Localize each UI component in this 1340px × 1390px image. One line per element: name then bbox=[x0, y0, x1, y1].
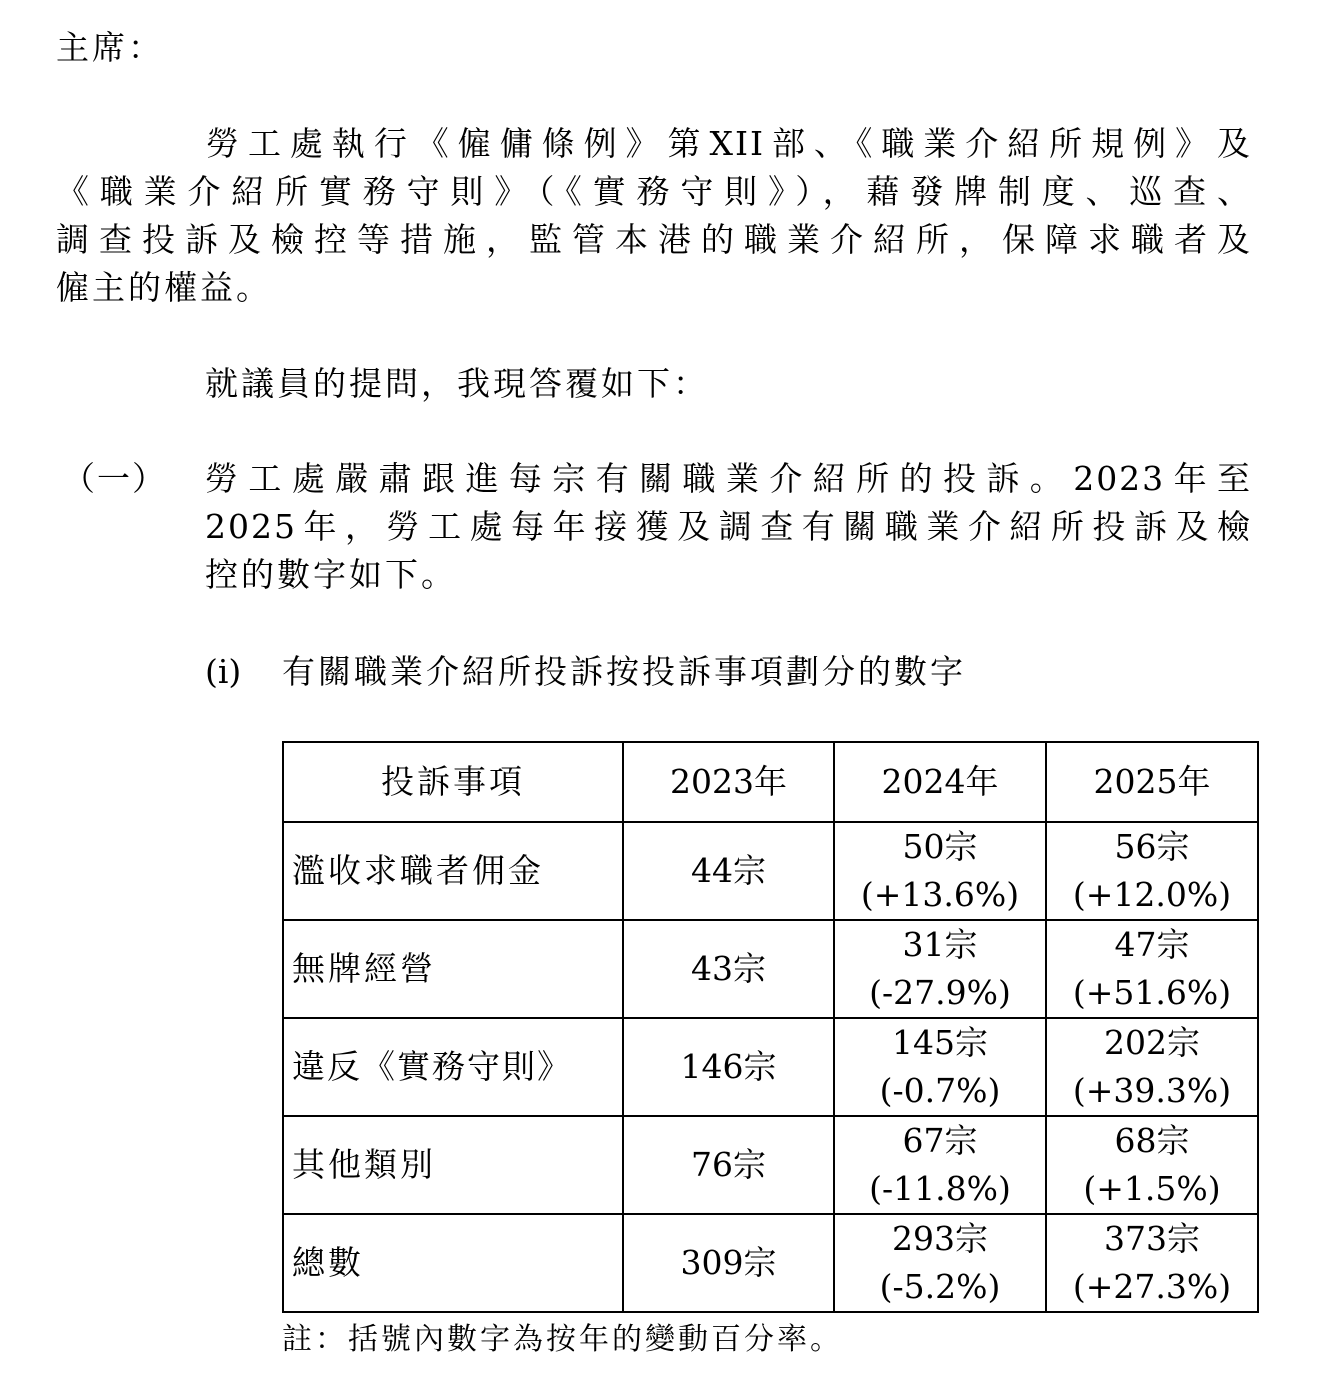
category-cell: 濫收求職者佣金 bbox=[283, 822, 623, 920]
count-2025 bbox=[1046, 1214, 1258, 1312]
table-note: 註：括號內數字為按年的變動百分率。 bbox=[282, 1322, 843, 1357]
intro-paragraph bbox=[56, 120, 1252, 312]
table-row bbox=[283, 1116, 1258, 1214]
count-value: 56宗 bbox=[1114, 827, 1190, 866]
count-2024 bbox=[834, 822, 1046, 920]
count-2025 bbox=[1046, 822, 1258, 920]
complaints-table bbox=[282, 741, 1259, 1313]
table-header-row bbox=[283, 742, 1258, 822]
count-2023: 44宗 bbox=[623, 822, 834, 920]
count-2023: 76宗 bbox=[623, 1116, 834, 1214]
change-value: (+13.6%) bbox=[860, 875, 1020, 914]
count-value: 31宗 bbox=[902, 925, 978, 964]
intro-line: 僱主的權益。 bbox=[56, 268, 272, 307]
count-value: 50宗 bbox=[902, 827, 978, 866]
count-value: 68宗 bbox=[1114, 1121, 1190, 1160]
count-2025 bbox=[1046, 1116, 1258, 1214]
change-value: (-11.8%) bbox=[869, 1169, 1011, 1208]
table-row bbox=[283, 920, 1258, 1018]
header-2025: 2025年 bbox=[1046, 742, 1258, 822]
count-2024 bbox=[834, 1018, 1046, 1116]
count-2023: 146宗 bbox=[623, 1018, 834, 1116]
change-value: (+51.6%) bbox=[1072, 973, 1232, 1012]
item-line: 勞工處嚴肅跟進每宗有關職業介紹所的投訴。2023年至 bbox=[205, 459, 1252, 498]
count-value: 47宗 bbox=[1114, 925, 1190, 964]
count-value: 202宗 bbox=[1104, 1023, 1200, 1062]
count-2025 bbox=[1046, 1018, 1258, 1116]
change-value: (-27.9%) bbox=[869, 973, 1011, 1012]
subsection-marker: (i) bbox=[205, 652, 242, 691]
category-cell: 總數 bbox=[283, 1214, 623, 1312]
count-value: 145宗 bbox=[892, 1023, 988, 1062]
reply-sentence: 就議員的提問，我現答覆如下： bbox=[205, 364, 709, 403]
category-cell: 其他類別 bbox=[283, 1116, 623, 1214]
count-2024 bbox=[834, 1214, 1046, 1312]
subsection-title: 有關職業介紹所投訴按投訴事項劃分的數字 bbox=[282, 652, 966, 691]
item-line: 控的數字如下。 bbox=[205, 555, 457, 594]
table-row bbox=[283, 1018, 1258, 1116]
item-marker: （一） bbox=[62, 459, 167, 498]
change-value: (+12.0%) bbox=[1072, 875, 1232, 914]
count-2024 bbox=[834, 1116, 1046, 1214]
header-category: 投訴事項 bbox=[283, 742, 623, 822]
salutation: 主席： bbox=[56, 28, 164, 67]
table-row-total bbox=[283, 1214, 1258, 1312]
intro-line: 勞工處執行《僱傭條例》第XII部、《職業介紹所規例》及 bbox=[206, 124, 1252, 163]
table-row bbox=[283, 822, 1258, 920]
change-value: (+1.5%) bbox=[1083, 1169, 1221, 1208]
change-value: (-5.2%) bbox=[879, 1267, 1001, 1306]
count-2023: 309宗 bbox=[623, 1214, 834, 1312]
change-value: (+39.3%) bbox=[1072, 1071, 1232, 1110]
header-2024: 2024年 bbox=[834, 742, 1046, 822]
intro-line: 《職業介紹所實務守則》（《實務守則》），藉發牌制度、巡查、 bbox=[56, 172, 1252, 211]
count-2023: 43宗 bbox=[623, 920, 834, 1018]
count-2025 bbox=[1046, 920, 1258, 1018]
category-cell: 無牌經營 bbox=[283, 920, 623, 1018]
count-value: 293宗 bbox=[892, 1219, 988, 1258]
header-2023: 2023年 bbox=[623, 742, 834, 822]
count-value: 67宗 bbox=[902, 1121, 978, 1160]
category-cell: 違反《實務守則》 bbox=[283, 1018, 623, 1116]
change-value: (-0.7%) bbox=[879, 1071, 1001, 1110]
item-paragraph bbox=[205, 455, 1252, 599]
intro-line: 調查投訴及檢控等措施，監管本港的職業介紹所，保障求職者及 bbox=[56, 220, 1252, 259]
count-value: 373宗 bbox=[1104, 1219, 1200, 1258]
item-line: 2025年，勞工處每年接獲及調查有關職業介紹所投訴及檢 bbox=[205, 507, 1252, 546]
change-value: (+27.3%) bbox=[1072, 1267, 1232, 1306]
count-2024 bbox=[834, 920, 1046, 1018]
